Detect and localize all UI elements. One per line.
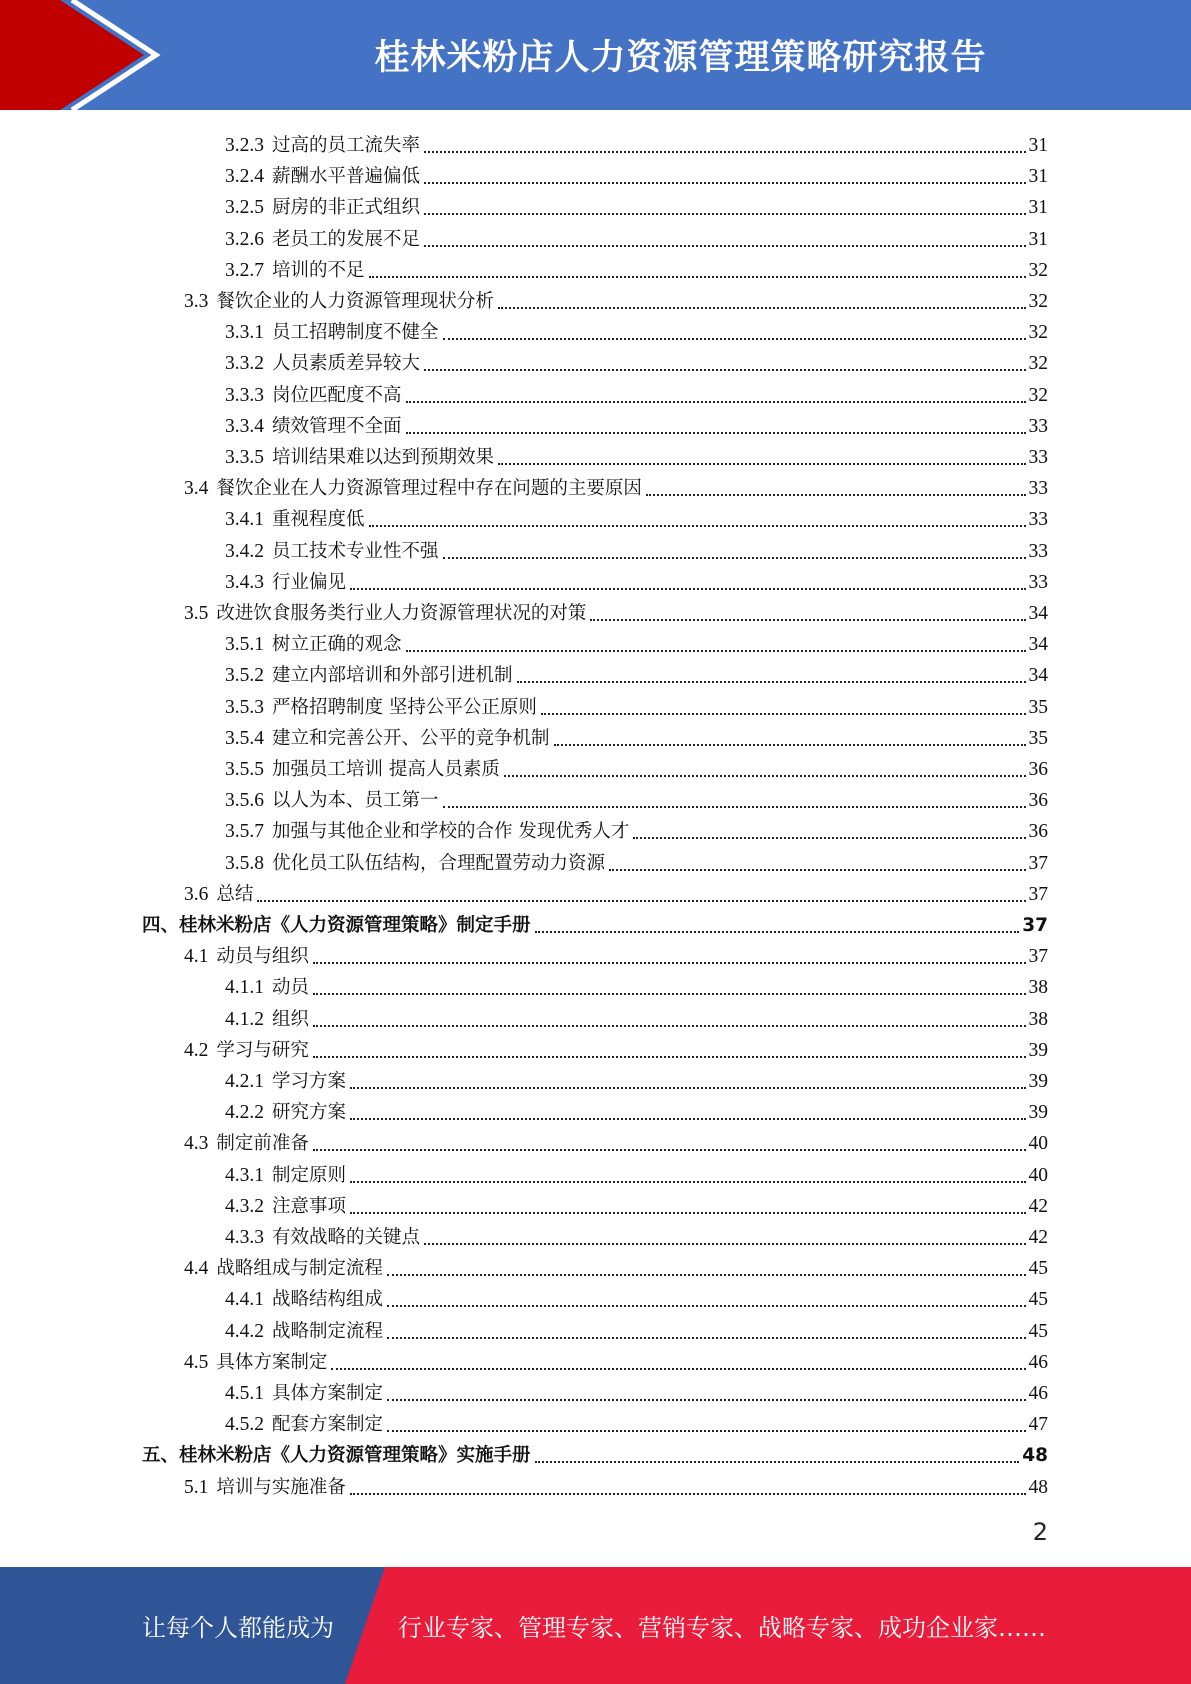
toc-entry-page: 47 — [1028, 1414, 1048, 1436]
toc-entry-page: 48 — [1028, 1476, 1048, 1498]
toc-entry-title: 建立内部培训和外部引进机制 — [272, 665, 513, 687]
toc-entry-page: 37 — [1028, 883, 1048, 905]
toc-dot-leader — [313, 1148, 1026, 1151]
toc-entry[interactable] — [225, 439, 1048, 470]
toc-entry-title: 严格招聘制度 坚持公平公正原则 — [272, 696, 537, 718]
toc-dot-leader — [313, 1024, 1025, 1027]
toc-entry-page: 33 — [1028, 571, 1048, 593]
toc-entry-page: 39 — [1028, 1039, 1048, 1061]
toc-entry-number: 3.6 — [184, 883, 209, 905]
toc-dot-leader — [498, 306, 1026, 309]
toc-entry[interactable] — [225, 1281, 1048, 1312]
toc-entry-number: 3.3 — [184, 291, 209, 312]
toc-dot-leader — [504, 774, 1026, 777]
toc-entry-number: 4.5.2 — [225, 1414, 264, 1436]
toc-entry-page: 31 — [1028, 228, 1048, 250]
toc-dot-leader — [424, 368, 1025, 371]
toc-dot-leader — [387, 1429, 1025, 1432]
toc-dot-leader — [369, 275, 1026, 278]
page-footer — [0, 1567, 1191, 1684]
toc-entry-title: 培训的不足 — [272, 259, 365, 281]
toc-entry-page: 31 — [1028, 135, 1048, 156]
toc-entry-page: 38 — [1028, 1008, 1048, 1030]
toc-entry-title: 动员与组织 — [216, 946, 309, 968]
toc-entry-page: 42 — [1028, 1227, 1048, 1248]
toc-dot-leader — [387, 1398, 1025, 1401]
toc-entry-page: 45 — [1028, 1320, 1048, 1342]
toc-dot-leader — [535, 930, 1020, 933]
toc-entry[interactable] — [184, 876, 1048, 907]
toc-entry[interactable] — [225, 127, 1048, 158]
toc-entry-page: 32 — [1028, 384, 1048, 406]
toc-dot-leader — [257, 899, 1025, 902]
toc-entry-title: 员工技术专业性不强 — [272, 540, 439, 562]
toc-entry-page: 32 — [1028, 291, 1048, 312]
toc-entry-number: 4.2.1 — [225, 1071, 264, 1092]
toc-entry[interactable] — [184, 1250, 1048, 1281]
toc-entry-page: 34 — [1028, 603, 1048, 624]
toc-dot-leader — [554, 743, 1026, 746]
toc-entry[interactable] — [225, 377, 1048, 408]
toc-dot-leader — [313, 961, 1026, 964]
toc-entry[interactable] — [142, 907, 1048, 938]
toc-entry-title: 制定原则 — [272, 1164, 347, 1186]
toc-entry-title: 注意事项 — [272, 1195, 347, 1217]
toc-entry-title: 具体方案制定 — [272, 1383, 384, 1404]
toc-entry[interactable] — [184, 595, 1048, 626]
toc-dot-leader — [369, 524, 1026, 527]
toc-entry-page: 32 — [1028, 353, 1048, 375]
toc-entry[interactable] — [142, 1437, 1048, 1468]
toc-entry-page: 35 — [1028, 696, 1048, 718]
toc-entry-page: 40 — [1028, 1164, 1048, 1186]
toc-dot-leader — [406, 649, 1026, 652]
toc-dot-leader — [387, 1336, 1025, 1339]
toc-entry[interactable] — [184, 470, 1048, 501]
toc-entry-page: 36 — [1028, 821, 1048, 843]
toc-entry[interactable] — [184, 283, 1048, 314]
page-header — [0, 0, 1191, 110]
toc-dot-leader — [646, 493, 1026, 496]
toc-entry-title: 薪酬水平普遍偏低 — [272, 166, 421, 188]
toc-entry-number: 3.5.3 — [225, 696, 264, 718]
toc-entry[interactable] — [225, 626, 1048, 657]
toc-entry-page: 33 — [1028, 509, 1048, 531]
toc-entry-title: 过高的员工流失率 — [272, 135, 421, 156]
toc-entry[interactable] — [225, 782, 1048, 813]
toc-entry-number: 3.5 — [184, 603, 209, 624]
toc-dot-leader — [313, 992, 1025, 995]
toc-dot-leader — [590, 618, 1025, 621]
toc-entry-page: 39 — [1028, 1102, 1048, 1124]
toc-entry-number: 4.4.2 — [225, 1320, 264, 1342]
toc-entry-number: 4.3 — [184, 1133, 209, 1155]
toc-entry-title: 加强与其他企业和学校的合作 发现优秀人才 — [272, 821, 630, 843]
toc-entry-title: 学习与研究 — [216, 1039, 309, 1061]
toc-entry-number: 5.1 — [184, 1476, 209, 1498]
document-title: 桂林米粉店人力资源管理策略研究报告 — [374, 38, 987, 78]
toc-entry-number: 3.2.5 — [225, 197, 264, 219]
toc-entry-number: 3.4.1 — [225, 509, 264, 531]
toc-entry-number: 4.2.2 — [225, 1102, 264, 1124]
toc-entry-title: 人员素质差异较大 — [272, 353, 421, 375]
toc-entry-number: 3.4.2 — [225, 540, 264, 562]
toc-entry-number: 3.5.5 — [225, 759, 264, 780]
toc-dot-leader — [406, 400, 1026, 403]
toc-dot-leader — [535, 1460, 1020, 1463]
toc-entry-page: 33 — [1028, 447, 1048, 468]
toc-entry-title: 战略结构组成 — [272, 1289, 384, 1311]
toc-entry-title: 战略制定流程 — [272, 1320, 384, 1342]
toc-entry-number: 3.2.3 — [225, 135, 264, 156]
toc-entry-title: 有效战略的关键点 — [272, 1227, 421, 1248]
toc-dot-leader — [443, 556, 1026, 559]
toc-entry-title: 五、桂林米粉店《人力资源管理策略》实施手册 — [142, 1445, 531, 1467]
toc-dot-leader — [350, 1492, 1026, 1495]
toc-entry-number: 3.2.4 — [225, 166, 264, 188]
toc-dot-leader — [350, 1211, 1025, 1214]
toc-dot-leader — [443, 337, 1026, 340]
toc-entry-page: 33 — [1028, 415, 1048, 437]
toc-entry-title: 重视程度低 — [272, 509, 365, 531]
toc-entry-title: 培训结果难以达到预期效果 — [272, 447, 495, 468]
toc-entry-title: 研究方案 — [272, 1102, 347, 1124]
toc-entry-page: 36 — [1028, 759, 1048, 780]
toc-entry[interactable] — [225, 501, 1048, 532]
toc-entry-page: 42 — [1028, 1195, 1048, 1217]
toc-dot-leader — [517, 680, 1026, 683]
toc-entry-page: 46 — [1028, 1383, 1048, 1404]
toc-entry-number: 4.4 — [184, 1258, 209, 1280]
toc-entry-title: 以人为本、员工第一 — [272, 790, 439, 812]
toc-entry-page: 33 — [1028, 540, 1048, 562]
toc-entry-title: 厨房的非正式组织 — [272, 197, 421, 219]
toc-entry-page: 37 — [1022, 915, 1048, 936]
toc-dot-leader — [424, 150, 1025, 153]
toc-entry-title: 优化员工队伍结构，合理配置劳动力资源 — [272, 852, 606, 874]
toc-dot-leader — [541, 712, 1026, 715]
toc-entry-page: 45 — [1028, 1289, 1048, 1311]
toc-dot-leader — [424, 181, 1025, 184]
toc-entry[interactable] — [225, 533, 1048, 564]
toc-entry-title: 老员工的发展不足 — [272, 228, 421, 250]
toc-entry-title: 加强员工培训 提高人员素质 — [272, 759, 500, 780]
toc-entry-number: 3.3.5 — [225, 447, 264, 468]
toc-entry[interactable] — [225, 1188, 1048, 1219]
toc-entry-number: 4.3.3 — [225, 1227, 264, 1248]
toc-entry[interactable] — [225, 252, 1048, 283]
toc-entry-title: 建立和完善公开、公平的竞争机制 — [272, 727, 550, 749]
toc-dot-leader — [350, 587, 1025, 590]
footer-slogan-right: 行业专家、管理专家、营销专家、战略专家、成功企业家…… — [398, 1614, 1046, 1642]
toc-entry-number: 4.1.1 — [225, 977, 264, 999]
toc-entry[interactable] — [225, 845, 1048, 876]
toc-entry-title: 动员 — [272, 977, 310, 999]
toc-entry-page: 35 — [1028, 727, 1048, 749]
toc-entry-title: 总结 — [216, 883, 254, 905]
toc-entry[interactable] — [225, 1157, 1048, 1188]
toc-entry-number: 3.3.2 — [225, 353, 264, 375]
toc-entry-number: 3.5.6 — [225, 790, 264, 812]
toc-entry-title: 树立正确的观念 — [272, 634, 402, 656]
toc-entry-page: 36 — [1028, 790, 1048, 812]
toc-dot-leader — [350, 1180, 1025, 1183]
toc-entry-number: 3.5.7 — [225, 821, 264, 843]
toc-entry[interactable] — [225, 1063, 1048, 1094]
footer-slogan-left: 让每个人都能成为 — [142, 1614, 334, 1642]
toc-entry-number: 3.3.4 — [225, 415, 264, 437]
toc-entry[interactable] — [225, 969, 1048, 1000]
toc-entry-number: 4.3.2 — [225, 1195, 264, 1217]
toc-dot-leader — [350, 1117, 1025, 1120]
toc-entry-page: 31 — [1028, 197, 1048, 219]
toc-entry-page: 34 — [1028, 665, 1048, 687]
toc-entry-number: 4.5 — [184, 1351, 209, 1373]
toc-entry[interactable] — [184, 1344, 1048, 1375]
toc-entry-title: 员工招聘制度不健全 — [272, 322, 439, 344]
toc-entry-number: 4.3.1 — [225, 1164, 264, 1186]
toc-entry[interactable] — [225, 1001, 1048, 1032]
toc-entry-number: 3.5.1 — [225, 634, 264, 656]
toc-entry-title: 行业偏见 — [272, 571, 347, 593]
toc-entry-number: 3.5.2 — [225, 665, 264, 687]
toc-entry-title: 学习方案 — [272, 1071, 347, 1092]
toc-dot-leader — [424, 1242, 1025, 1245]
toc-entry-title: 战略组成与制定流程 — [216, 1258, 383, 1280]
toc-entry-page: 37 — [1028, 852, 1048, 874]
toc-entry[interactable] — [225, 564, 1048, 595]
toc-dot-leader — [609, 868, 1025, 871]
toc-entry[interactable] — [225, 408, 1048, 439]
toc-entry-page: 32 — [1028, 259, 1048, 281]
toc-entry-page: 37 — [1028, 946, 1048, 968]
toc-entry-number: 4.2 — [184, 1039, 209, 1061]
toc-dot-leader — [424, 244, 1025, 247]
toc-entry-title: 配套方案制定 — [272, 1414, 384, 1436]
toc-entry[interactable] — [184, 1032, 1048, 1063]
toc-entry[interactable] — [225, 720, 1048, 751]
toc-entry-number: 3.5.8 — [225, 852, 264, 874]
toc-entry-page: 33 — [1028, 478, 1048, 500]
toc-entry[interactable] — [225, 314, 1048, 345]
toc-entry-title: 组织 — [272, 1008, 310, 1030]
toc-entry-title: 培训与实施准备 — [216, 1476, 346, 1498]
toc-entry-number: 3.2.6 — [225, 228, 264, 250]
toc-entry-title: 四、桂林米粉店《人力资源管理策略》制定手册 — [142, 915, 531, 936]
toc-entry[interactable] — [225, 657, 1048, 688]
toc-entry-number: 3.2.7 — [225, 259, 264, 281]
toc-dot-leader — [498, 462, 1025, 465]
toc-entry-page: 31 — [1028, 166, 1048, 188]
toc-entry-number: 3.3.3 — [225, 384, 264, 406]
toc-entry-page: 34 — [1028, 634, 1048, 656]
toc-entry-number: 4.1 — [184, 946, 209, 968]
toc-entry[interactable] — [184, 938, 1048, 969]
toc-entry[interactable] — [225, 221, 1048, 252]
toc-entry-title: 餐饮企业在人力资源管理过程中存在问题的主要原因 — [216, 478, 642, 500]
toc-entry-number: 3.5.4 — [225, 727, 264, 749]
toc-entry-page: 46 — [1028, 1351, 1048, 1373]
page-number: 2 — [1032, 1518, 1048, 1546]
toc-entry-title: 改进饮食服务类行业人力资源管理状况的对策 — [216, 603, 587, 624]
toc-entry-title: 绩效管理不全面 — [272, 415, 402, 437]
toc-entry[interactable] — [225, 689, 1048, 720]
toc-entry[interactable] — [225, 1219, 1048, 1250]
toc-entry-number: 4.1.2 — [225, 1008, 264, 1030]
toc-dot-leader — [313, 1055, 1026, 1058]
toc-entry-title: 岗位匹配度不高 — [272, 384, 402, 406]
toc-entry-page: 48 — [1022, 1445, 1048, 1467]
toc-entry[interactable] — [225, 158, 1048, 189]
toc-entry[interactable] — [225, 345, 1048, 376]
toc-entry-number: 3.4.3 — [225, 571, 264, 593]
toc-entry-page: 45 — [1028, 1258, 1048, 1280]
toc-entry-title: 餐饮企业的人力资源管理现状分析 — [216, 291, 494, 312]
toc-dot-leader — [350, 1086, 1025, 1089]
toc-entry-number: 3.3.1 — [225, 322, 264, 344]
toc-entry-number: 4.4.1 — [225, 1289, 264, 1311]
toc-entry-page: 38 — [1028, 977, 1048, 999]
toc-dot-leader — [406, 431, 1026, 434]
toc-entry-page: 32 — [1028, 322, 1048, 344]
toc-dot-leader — [424, 212, 1025, 215]
toc-entry-number: 4.5.1 — [225, 1383, 264, 1404]
toc-entry-title: 制定前准备 — [216, 1133, 309, 1155]
toc-dot-leader — [331, 1367, 1025, 1370]
toc-entry-number: 3.4 — [184, 478, 209, 500]
toc-entry[interactable] — [225, 189, 1048, 220]
toc-entry[interactable] — [225, 1375, 1048, 1406]
toc-entry-page: 40 — [1028, 1133, 1048, 1155]
toc-entry-page: 39 — [1028, 1071, 1048, 1092]
toc-dot-leader — [443, 805, 1026, 808]
toc-dot-leader — [387, 1273, 1026, 1276]
toc-dot-leader — [387, 1304, 1025, 1307]
toc-entry[interactable] — [225, 1094, 1048, 1125]
toc-entry[interactable] — [184, 1125, 1048, 1156]
toc-entry[interactable] — [225, 751, 1048, 782]
toc-entry[interactable] — [184, 1469, 1048, 1500]
toc-entry[interactable] — [225, 1313, 1048, 1344]
toc-entry-title: 具体方案制定 — [216, 1351, 328, 1373]
toc-entry[interactable] — [225, 1406, 1048, 1437]
toc-dot-leader — [633, 836, 1025, 839]
toc-entry[interactable] — [225, 813, 1048, 844]
